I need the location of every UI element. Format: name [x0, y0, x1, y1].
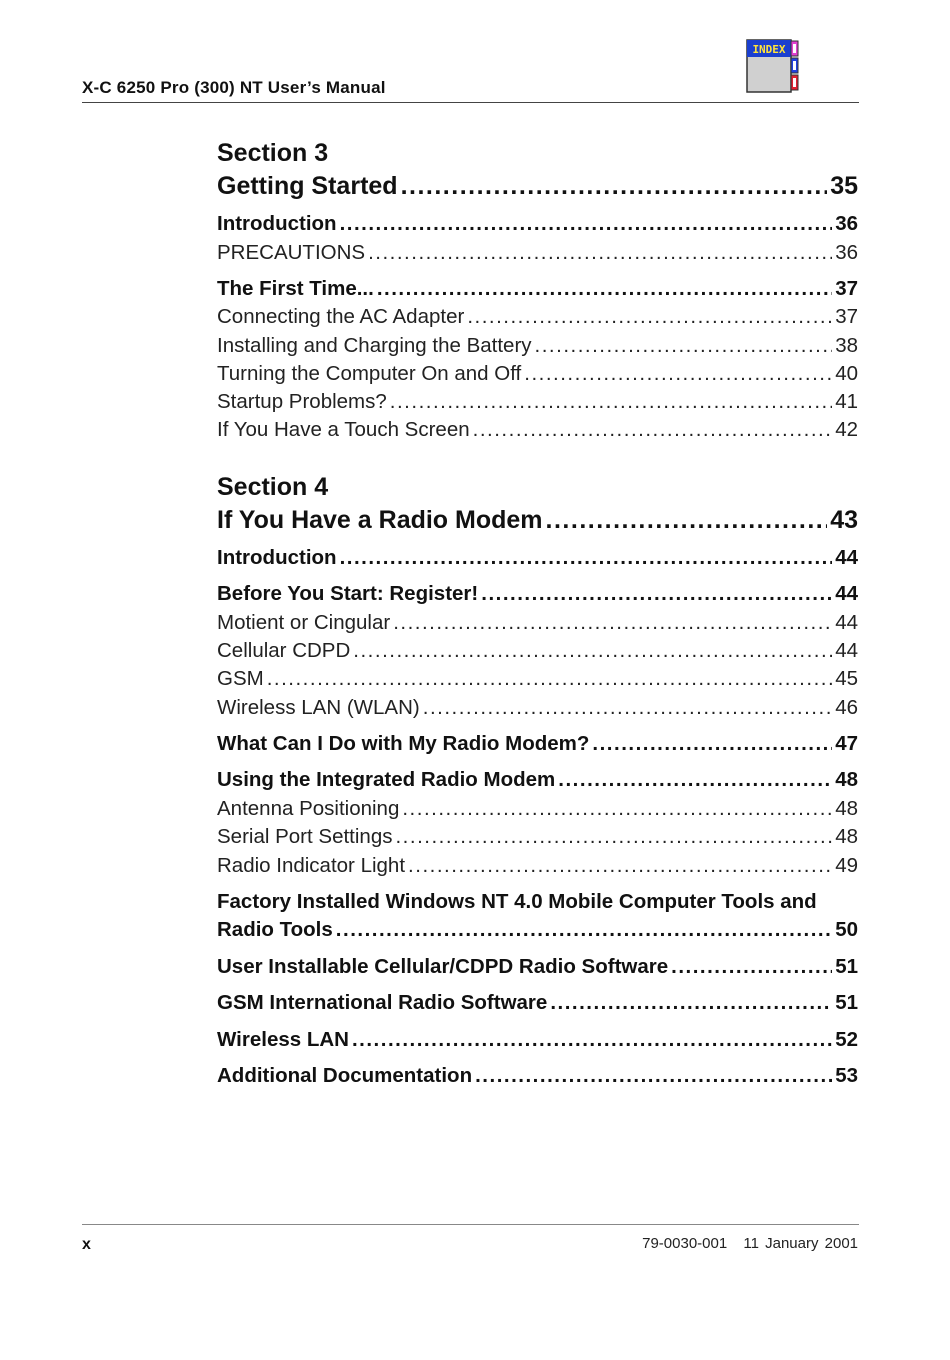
toc-entry-page-number: 52 [835, 1027, 858, 1051]
toc-subentry-label: PRECAUTIONS [217, 240, 366, 264]
footer-doc-number: 79-0030-001 [642, 1235, 728, 1252]
toc-section [217, 471, 858, 1091]
toc-subentry-page-number: 49 [835, 853, 858, 877]
toc-entry-page-number: 44 [835, 582, 858, 606]
toc-group [217, 888, 858, 945]
toc-subentry[interactable] [217, 609, 858, 637]
dot-leader [475, 1062, 832, 1091]
toc-entry-label: Before You Start: Register! [217, 582, 479, 606]
toc-subentry-label: GSM [217, 667, 264, 691]
toc-subentry-page-number: 44 [835, 639, 858, 663]
toc-subentry[interactable] [217, 416, 858, 444]
toc-subentry[interactable] [217, 239, 858, 267]
toc-subentry[interactable] [217, 665, 858, 693]
toc-entry-label: What Can I Do with My Radio Modem? [217, 731, 590, 755]
toc-entry[interactable] [217, 766, 858, 795]
toc-entry-page-number: 48 [835, 768, 858, 792]
toc-entry[interactable] [217, 275, 858, 304]
dot-leader [377, 275, 832, 304]
dot-leader [352, 1026, 832, 1055]
toc-subentry-label: Connecting the AC Adapter [217, 305, 465, 329]
toc-entry[interactable] [217, 730, 858, 759]
section-title-entry-page-number: 43 [830, 505, 858, 534]
toc-subentry-label: Installing and Charging the Battery [217, 333, 532, 357]
dot-leader [401, 170, 828, 203]
toc-subentry-label: If You Have a Touch Screen [217, 418, 470, 442]
dot-leader [393, 609, 832, 637]
dot-leader [336, 916, 832, 945]
toc-subentry-label: Radio Indicator Light [217, 853, 406, 877]
toc-subentry-label: Cellular CDPD [217, 639, 351, 663]
section-title-entry[interactable] [217, 170, 858, 203]
toc-subentry-page-number: 48 [835, 825, 858, 849]
toc-subentry[interactable] [217, 795, 858, 823]
toc-subentry-label: Startup Problems? [217, 390, 387, 414]
toc-group [217, 730, 858, 759]
toc-entry-label-line1[interactable]: Factory Installed Windows NT 4.0 Mobile Computer Tools and [217, 889, 817, 913]
toc-subentry[interactable] [217, 332, 858, 360]
toc-entry[interactable] [217, 916, 858, 945]
dot-leader [408, 852, 832, 880]
toc-entry[interactable] [217, 210, 858, 239]
toc-subentry-label: Serial Port Settings [217, 825, 393, 849]
toc-entry-label: The First Time... [217, 276, 374, 300]
toc-entry-label: Additional Documentation [217, 1064, 473, 1088]
svg-text:INDEX: INDEX [752, 43, 786, 56]
dot-leader [550, 989, 832, 1018]
toc-entry[interactable] [217, 989, 858, 1018]
dot-leader [402, 795, 832, 823]
toc-entry-page-number: 51 [835, 991, 858, 1015]
dot-leader [535, 332, 833, 360]
toc-subentry-page-number: 45 [835, 667, 858, 691]
toc-subentry-page-number: 48 [835, 796, 858, 820]
toc-subentry-label: Motient or Cingular [217, 610, 391, 634]
toc-group [217, 210, 858, 267]
toc-group [217, 580, 858, 722]
footer-doc-info [642, 1235, 858, 1252]
header-divider [82, 102, 859, 103]
section-title-entry-label: If You Have a Radio Modem [217, 505, 543, 534]
toc-group [217, 989, 858, 1018]
toc-subentry-page-number: 37 [835, 305, 858, 329]
index-icon[interactable] [746, 39, 800, 93]
toc-entry-label: Wireless LAN [217, 1027, 349, 1051]
toc-group [217, 275, 858, 445]
dot-leader [368, 239, 832, 267]
toc-entry-page-number: 53 [835, 1064, 858, 1088]
toc-entry-label: Using the Integrated Radio Modem [217, 768, 556, 792]
dot-leader [592, 730, 832, 759]
table-of-contents [217, 137, 858, 1117]
toc-group [217, 766, 858, 879]
toc-subentry-page-number: 40 [835, 361, 858, 385]
toc-subentry[interactable] [217, 852, 858, 880]
toc-subentry-page-number: 41 [835, 390, 858, 414]
toc-entry-label: Radio Tools [217, 918, 333, 942]
toc-section [217, 137, 858, 445]
footer-date: 11 January 2001 [743, 1235, 858, 1252]
toc-entry[interactable] [217, 580, 858, 609]
toc-entry-label: GSM International Radio Software [217, 991, 548, 1015]
toc-subentry-label: Turning the Computer On and Off [217, 361, 522, 385]
toc-subentry-label: Antenna Positioning [217, 796, 400, 820]
toc-subentry-page-number: 44 [835, 610, 858, 634]
dot-leader [390, 388, 832, 416]
toc-entry-page-number: 36 [835, 212, 858, 235]
toc-entry-label: Introduction [217, 545, 337, 569]
toc-entry-page-number: 50 [835, 918, 858, 942]
footer-divider [82, 1224, 859, 1225]
toc-group [217, 1026, 858, 1055]
dot-leader [546, 504, 828, 537]
toc-entry[interactable] [217, 953, 858, 982]
section-title-entry[interactable] [217, 504, 858, 537]
manual-title: X-C 6250 Pro (300) NT User’s Manual [82, 78, 386, 97]
dot-leader [481, 580, 832, 609]
toc-group [217, 953, 858, 982]
toc-entry[interactable] [217, 1062, 858, 1091]
toc-subentry[interactable] [217, 694, 858, 722]
dot-leader [340, 210, 833, 239]
section-number: Section 4 [217, 472, 329, 501]
dot-leader [423, 694, 832, 722]
footer-page-marker: x [82, 1236, 91, 1253]
toc-entry-label: User Installable Cellular/CDPD Radio Software [217, 954, 669, 978]
dot-leader [524, 360, 832, 388]
toc-subentry[interactable] [217, 388, 858, 416]
toc-subentry-label: Wireless LAN (WLAN) [217, 695, 420, 719]
toc-subentry-page-number: 38 [835, 333, 858, 357]
toc-entry-page-number: 44 [835, 545, 858, 569]
toc-subentry[interactable] [217, 823, 858, 851]
toc-entry-label: Introduction [217, 212, 337, 235]
toc-subentry[interactable] [217, 637, 858, 665]
section-title-entry-label: Getting Started [217, 172, 398, 200]
toc-subentry-page-number: 42 [835, 418, 858, 442]
toc-subentry-page-number: 36 [835, 240, 858, 264]
toc-subentry[interactable] [217, 303, 858, 331]
toc-group [217, 544, 858, 573]
toc-entry-page-number: 47 [835, 731, 858, 755]
toc-entry-page-number: 51 [835, 954, 858, 978]
dot-leader [671, 953, 832, 982]
toc-subentry[interactable] [217, 360, 858, 388]
dot-leader [353, 637, 832, 665]
toc-entry[interactable] [217, 544, 858, 573]
toc-subentry-page-number: 46 [835, 695, 858, 719]
toc-entry[interactable] [217, 1026, 858, 1055]
dot-leader [267, 665, 832, 693]
toc-entry-page-number: 37 [835, 276, 858, 300]
dot-leader [395, 823, 832, 851]
dot-leader [558, 766, 832, 795]
dot-leader [467, 303, 832, 331]
section-number: Section 3 [217, 139, 329, 167]
dot-leader [340, 544, 833, 573]
section-title-entry-page-number: 35 [830, 172, 858, 200]
toc-group [217, 1062, 858, 1091]
dot-leader [473, 416, 833, 444]
